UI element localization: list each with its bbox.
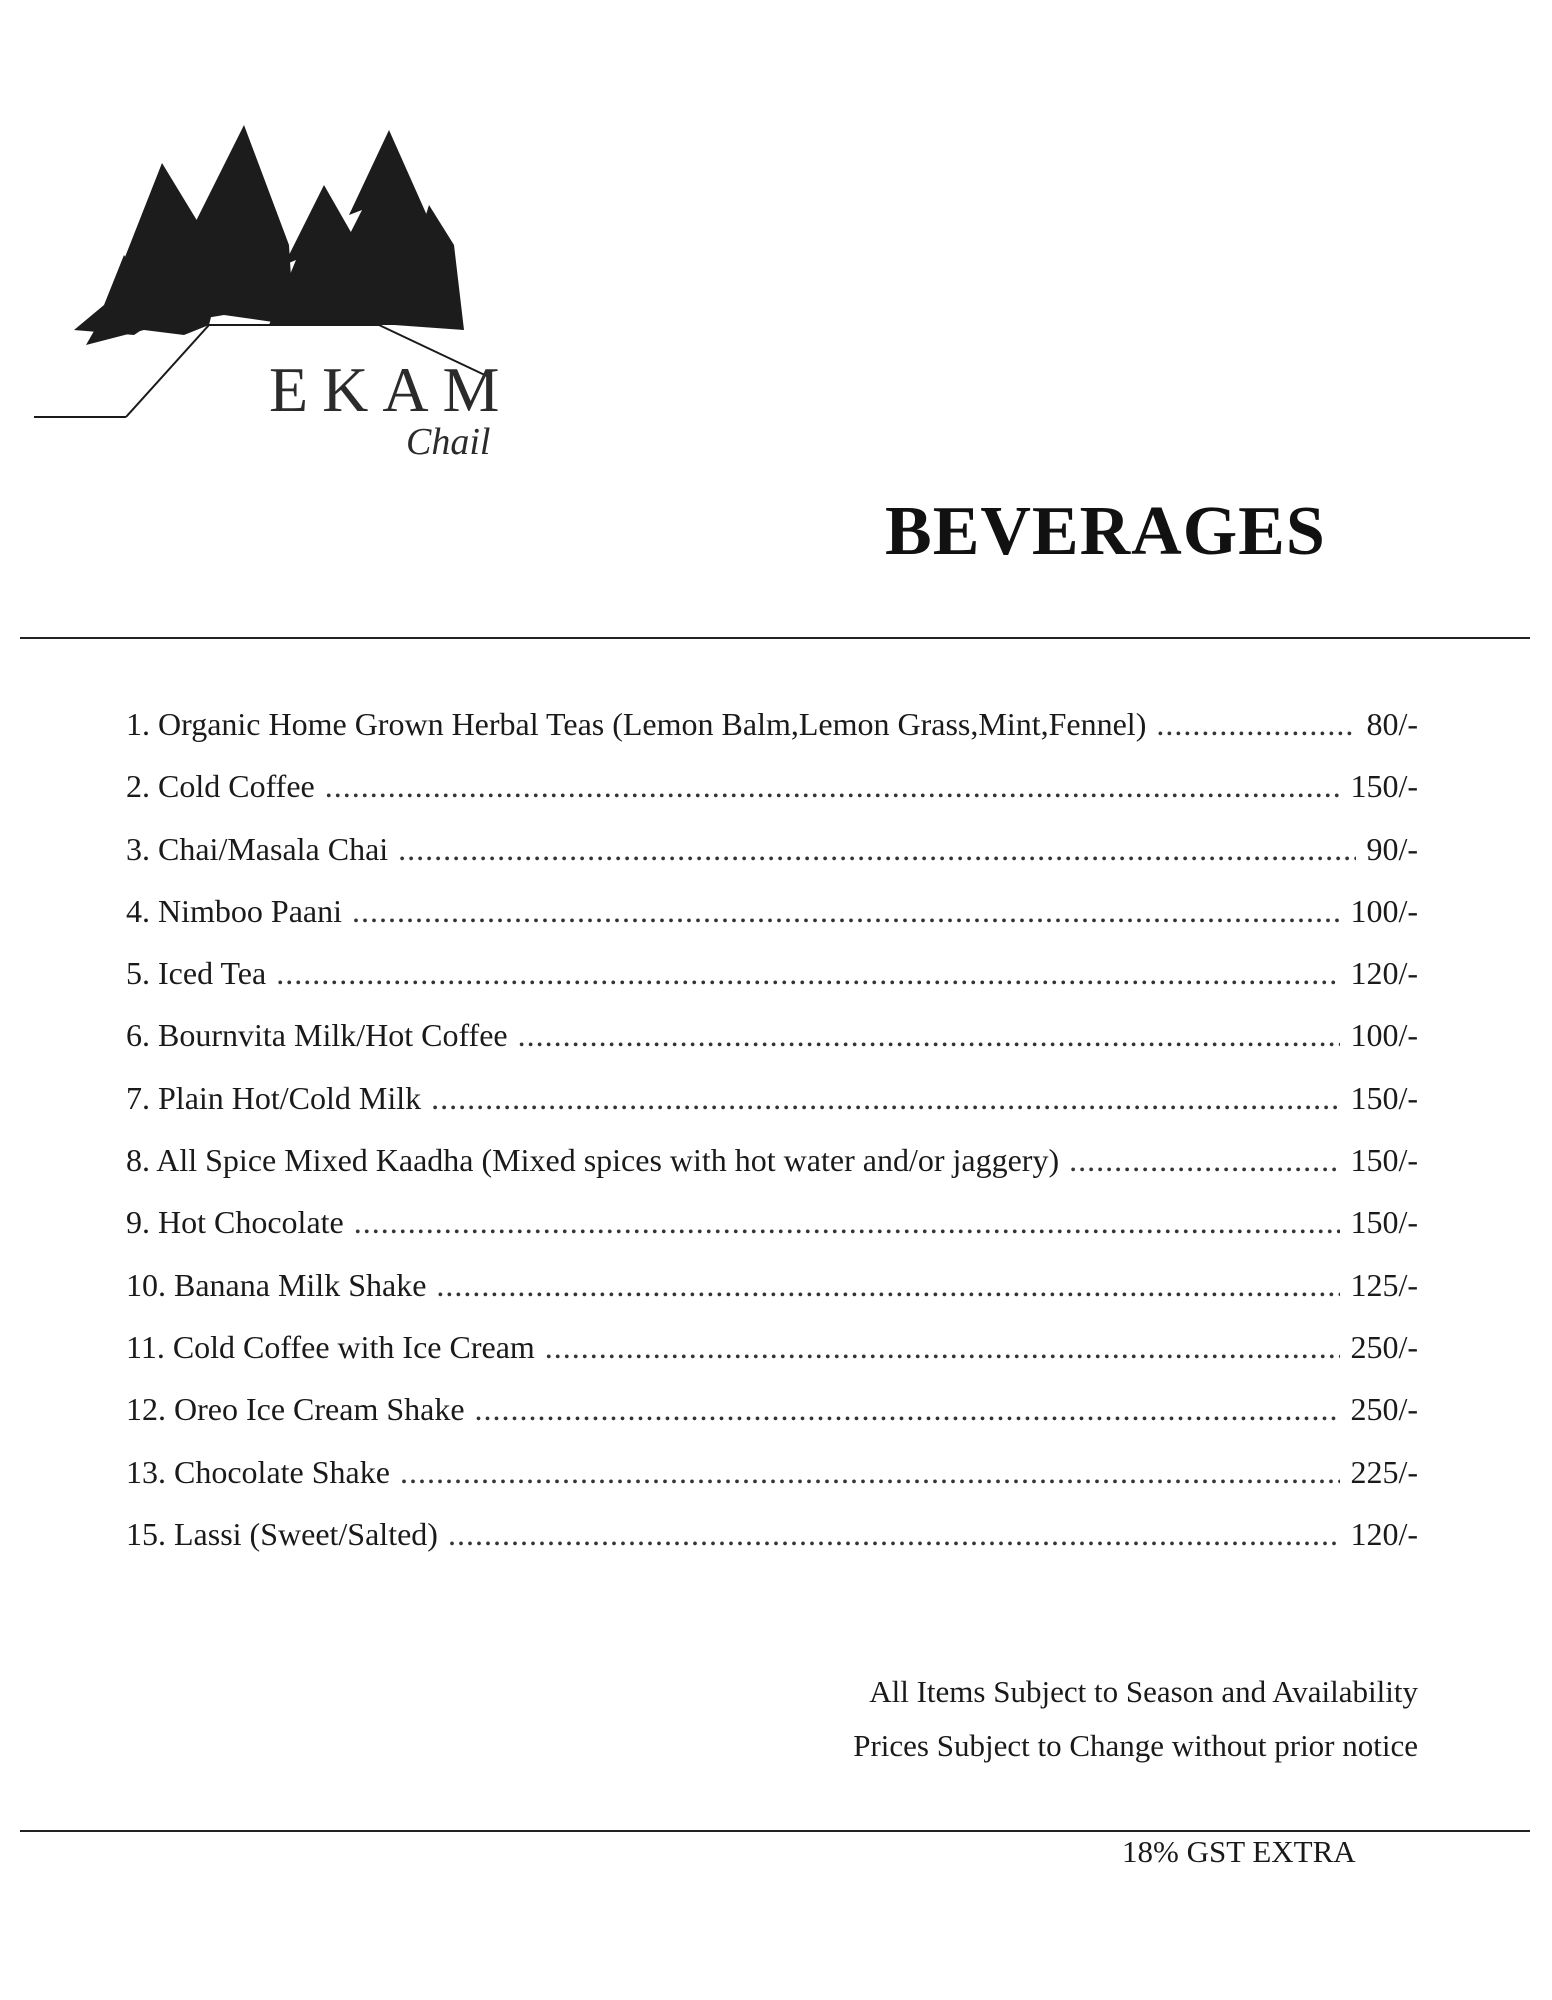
menu-item-price: 100/- xyxy=(1350,1017,1418,1054)
dot-leader xyxy=(545,1329,1341,1366)
menu-item-name: 7. Plain Hot/Cold Milk xyxy=(126,1079,422,1116)
menu-item-price: 150/- xyxy=(1350,1079,1418,1116)
menu-item-name: 9. Hot Chocolate xyxy=(126,1204,344,1241)
menu-item-price: 120/- xyxy=(1350,1515,1418,1552)
menu-item xyxy=(126,768,1418,830)
dot-leader xyxy=(276,955,1340,992)
menu-item xyxy=(126,1080,1418,1142)
beverage-menu-list xyxy=(126,706,1418,1578)
menu-item-name: 5. Iced Tea xyxy=(126,955,267,992)
menu-item-price: 120/- xyxy=(1350,955,1418,992)
bottom-divider xyxy=(20,1830,1530,1832)
dot-leader xyxy=(354,1204,1341,1241)
brand-name: EKAM xyxy=(269,354,514,425)
menu-item-price: 250/- xyxy=(1350,1391,1418,1428)
menu-item-name: 12. Oreo Ice Cream Shake xyxy=(126,1391,465,1428)
top-divider xyxy=(20,637,1530,639)
menu-item-name: 1. Organic Home Grown Herbal Teas (Lemon Balm,Lemon Grass,Mint,Fennel) xyxy=(126,706,1147,742)
menu-item-name: 2. Cold Coffee xyxy=(126,768,315,805)
menu-item-name: 6. Bournvita Milk/Hot Coffee xyxy=(126,1017,508,1054)
menu-item xyxy=(126,1267,1418,1329)
menu-item xyxy=(126,706,1418,768)
menu-item xyxy=(126,1391,1418,1453)
gst-notice: 18% GST EXTRA xyxy=(1122,1834,1356,1869)
brand-location: Chail xyxy=(406,421,491,463)
dot-leader xyxy=(431,1080,1340,1117)
menu-item-price: 100/- xyxy=(1350,892,1418,929)
menu-item-price: 90/- xyxy=(1366,830,1418,867)
menu-item xyxy=(126,1454,1418,1516)
menu-item-price: 150/- xyxy=(1350,1142,1418,1179)
dot-leader xyxy=(352,893,1340,930)
menu-item xyxy=(126,831,1418,893)
dot-leader xyxy=(325,768,1341,805)
dot-leader xyxy=(1156,706,1356,743)
brand-logo xyxy=(34,125,514,470)
menu-item xyxy=(126,955,1418,1017)
menu-item-name: 10. Banana Milk Shake xyxy=(126,1266,427,1303)
page-title: BEVERAGES xyxy=(885,493,1326,570)
note-availability: All Items Subject to Season and Availability xyxy=(869,1674,1418,1709)
menu-item xyxy=(126,1142,1418,1204)
menu-item-name: 3. Chai/Masala Chai xyxy=(126,830,389,867)
menu-item-price: 150/- xyxy=(1350,1204,1418,1241)
menu-item-price: 225/- xyxy=(1350,1453,1418,1490)
menu-notes xyxy=(853,1665,1418,1773)
dot-leader xyxy=(400,1454,1341,1491)
menu-item-price: 80/- xyxy=(1366,706,1418,742)
menu-item xyxy=(126,1017,1418,1079)
dot-leader xyxy=(436,1267,1340,1304)
dot-leader xyxy=(475,1391,1341,1428)
menu-item-price: 150/- xyxy=(1350,768,1418,805)
dot-leader xyxy=(398,831,1356,868)
menu-item-name: 8. All Spice Mixed Kaadha (Mixed spices with hot water and/or jaggery) xyxy=(126,1142,1060,1179)
menu-item-name: 15. Lassi (Sweet/Salted) xyxy=(126,1515,438,1552)
menu-item xyxy=(126,1204,1418,1266)
menu-item-price: 250/- xyxy=(1350,1328,1418,1365)
menu-item-price: 125/- xyxy=(1350,1266,1418,1303)
menu-item-name: 11. Cold Coffee with Ice Cream xyxy=(126,1328,535,1365)
menu-item xyxy=(126,1329,1418,1391)
menu-item xyxy=(126,1516,1418,1578)
menu-item xyxy=(126,893,1418,955)
menu-item-name: 13. Chocolate Shake xyxy=(126,1453,390,1490)
dot-leader xyxy=(518,1017,1341,1054)
dot-leader xyxy=(1069,1142,1340,1179)
menu-item-name: 4. Nimboo Paani xyxy=(126,892,342,929)
note-prices: Prices Subject to Change without prior notice xyxy=(853,1728,1418,1763)
dot-leader xyxy=(448,1516,1341,1553)
